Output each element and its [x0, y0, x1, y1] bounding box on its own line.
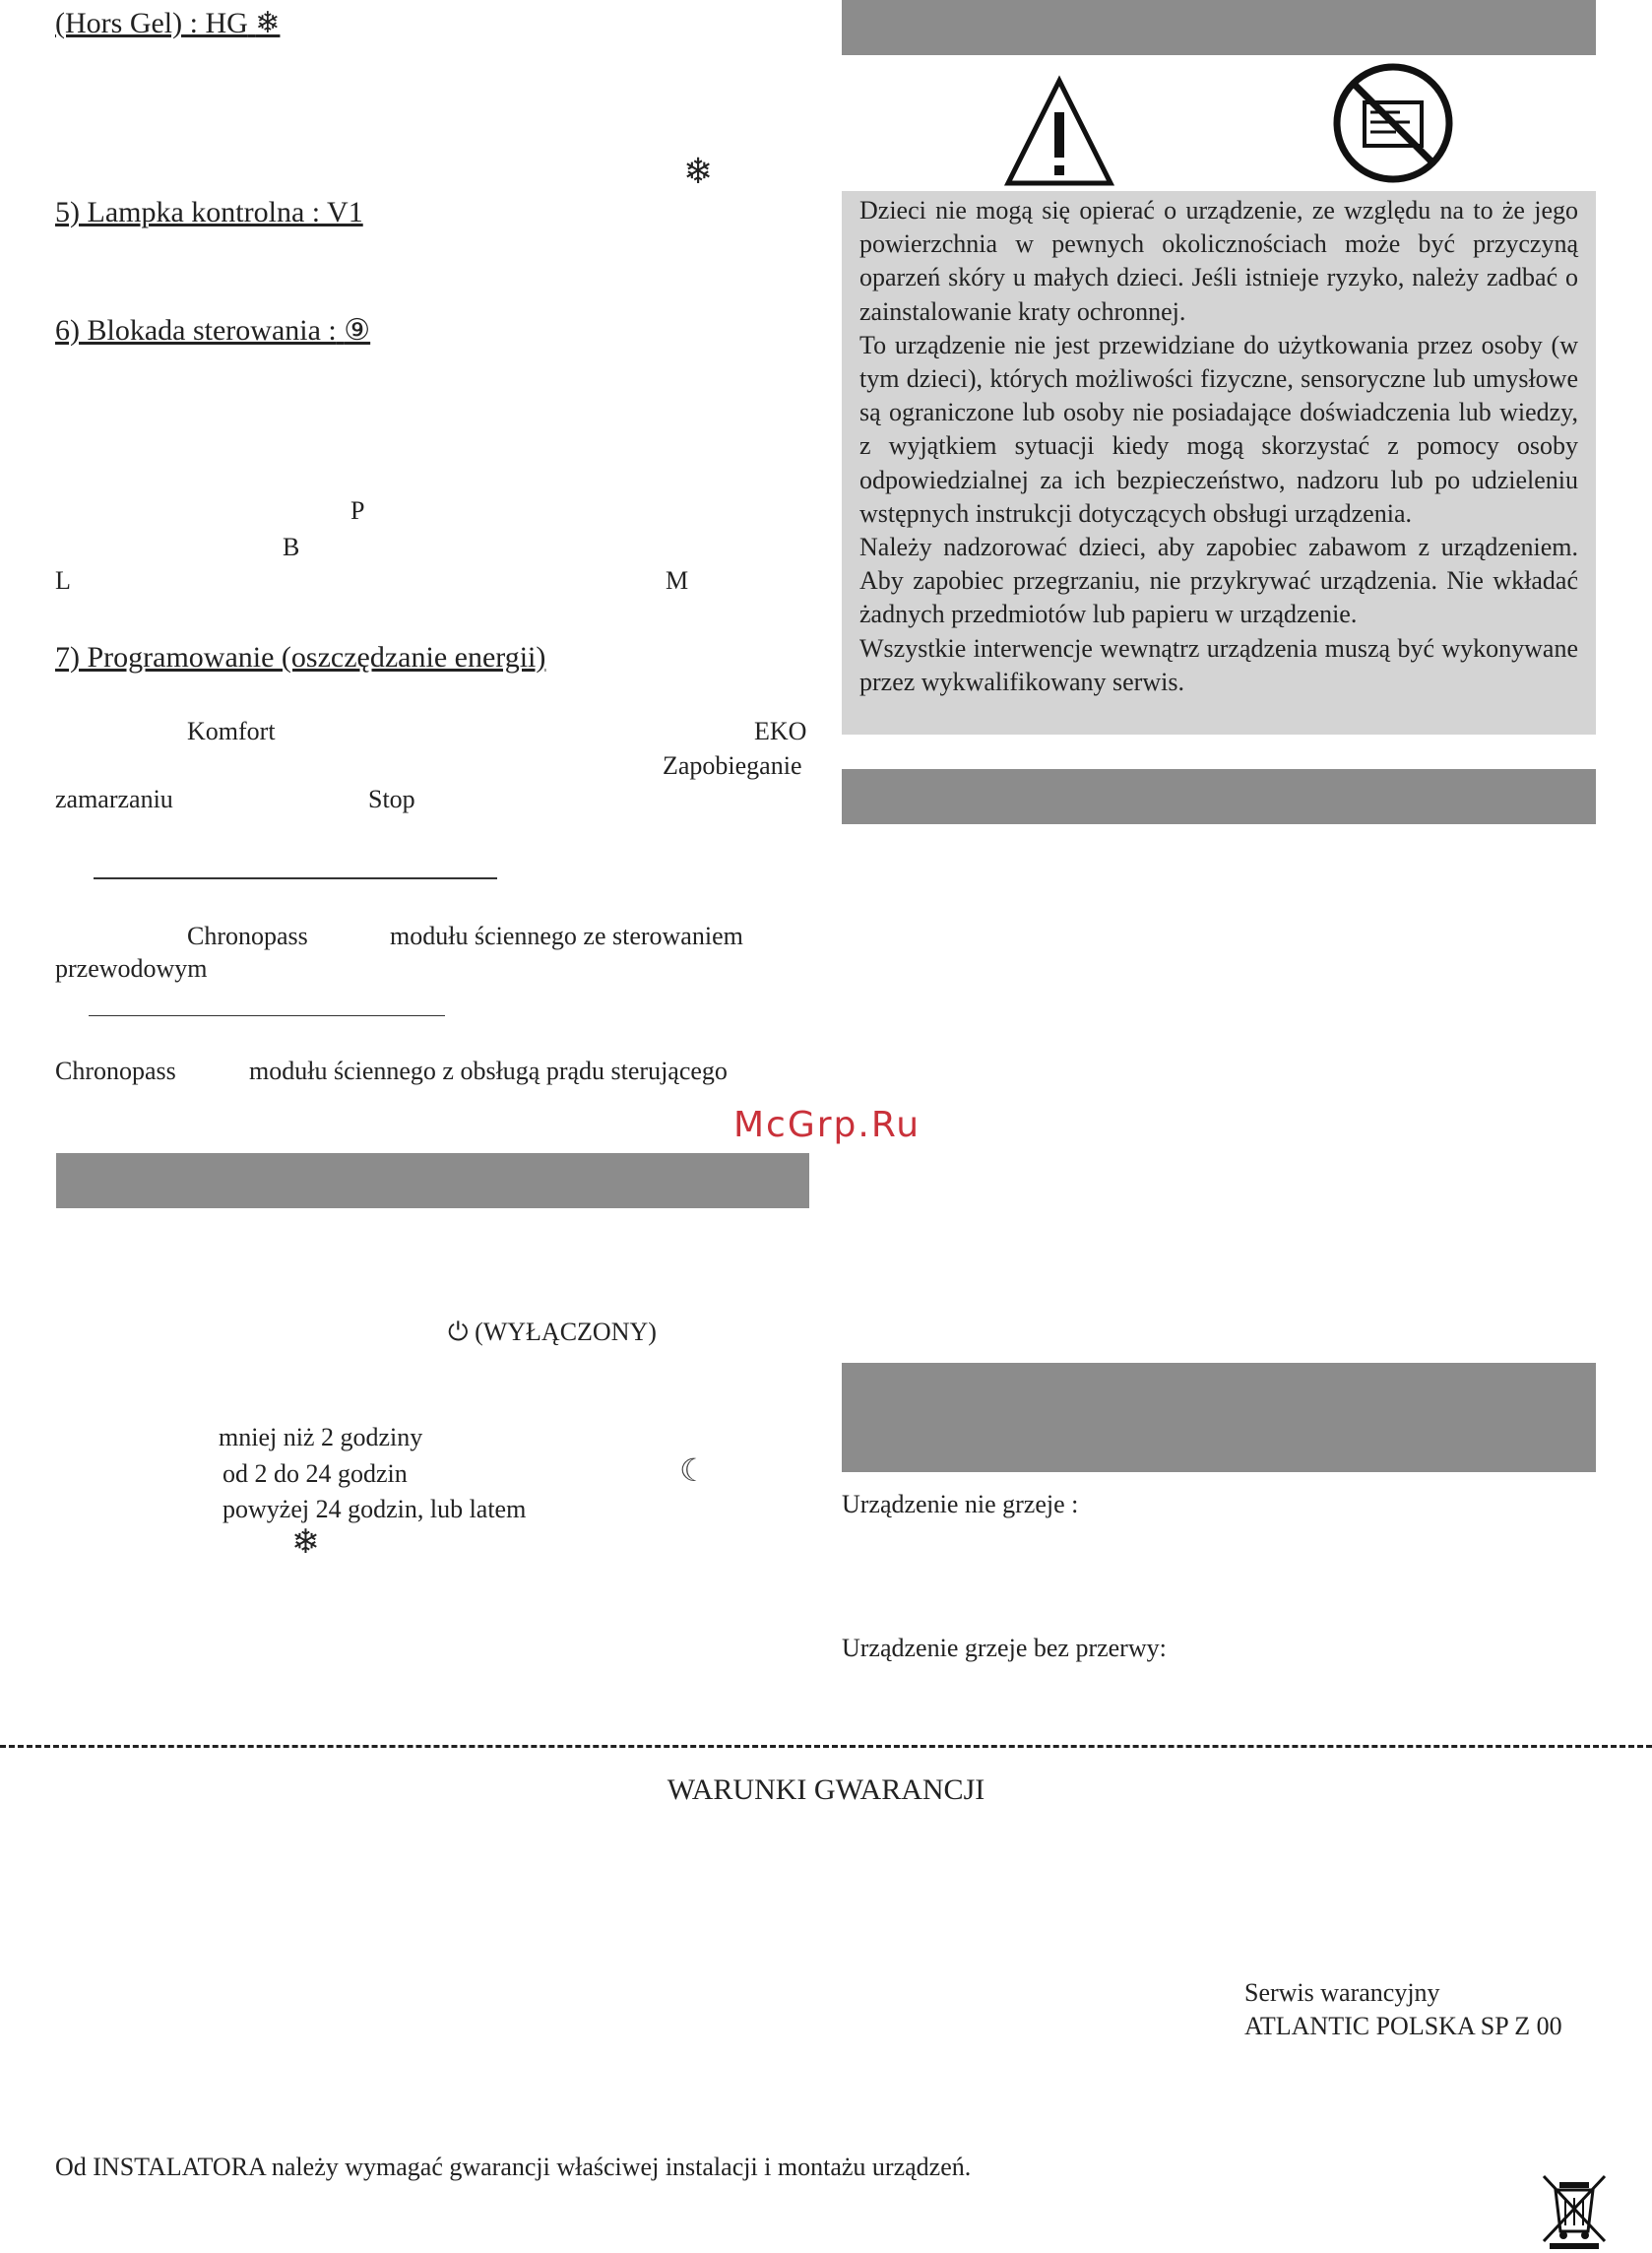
- do-not-cover-icon: [1331, 61, 1455, 185]
- eko-label: EKO: [754, 717, 807, 745]
- lock-heading: 6) Blokada sterowania : ⑨: [55, 313, 371, 348]
- safety-warning-box: [842, 191, 1596, 735]
- wired-module-text: modułu ściennego ze sterowaniem: [390, 922, 743, 950]
- chronopass-label: Chronopass: [187, 922, 308, 950]
- snowflake-icon: ❄: [255, 6, 281, 40]
- chronopass-label: Chronopass: [55, 1057, 176, 1085]
- warranty-service-label: Serwis warancyjny: [1244, 1978, 1440, 2007]
- lamp-heading: 5) Lampka kontrolna : V1: [55, 196, 363, 228]
- duration-less-2h: mniej niż 2 godziny: [219, 1423, 423, 1451]
- hors-gel-heading: (Hors Gel) : HG ❄: [55, 6, 281, 40]
- safety-paragraph: Dzieci nie mogą się opierać o urządzenie, ze względu na to że jego powierzchnia w pewnych okolicznościach może być przyczyną oparzeń skóry u małych dzieci. Jeśli istnieje ryzyko, należy zadbać o zainstalowanie kraty ochronnej.: [859, 196, 1578, 326]
- heats-nonstop-label: Urządzenie grzeje bez przerwy:: [842, 1634, 1167, 1662]
- section-header-bar: [842, 1363, 1596, 1472]
- komfort-label: Komfort: [187, 717, 276, 745]
- section-header-bar: [56, 1153, 809, 1208]
- warranty-title: WARUNKI GWARANCJI: [667, 1773, 985, 1806]
- safety-paragraph: Należy nadzorować dzieci, aby zapobiec zabawom z urządzeniem. Aby zapobiec przegrzaniu, nie przykrywać urządzenia. Nie wkładać żadnych przedmiotów lub papieru w urządzenie.: [859, 533, 1578, 629]
- zamarzaniu-label: zamarzaniu: [55, 785, 173, 813]
- safety-paragraph: Wszystkie interwencje wewnątrz urządzenia muszą być wykonywane przez wykwalifikowany serwis.: [859, 633, 1578, 696]
- underline-rule: [89, 1015, 445, 1016]
- programming-heading: 7) Programowanie (oszczędzanie energii): [55, 641, 546, 674]
- duration-over-24h: powyżej 24 godzin, lub latem: [222, 1495, 527, 1523]
- pilot-wire-text: modułu ściennego z obsługą prądu sterującego: [249, 1057, 728, 1085]
- power-icon: ⏻: [448, 1318, 469, 1347]
- weee-bin-icon: [1538, 2172, 1611, 2249]
- section-header-bar: [842, 0, 1596, 55]
- snowflake-icon: ❄: [291, 1522, 320, 1562]
- safety-paragraph: To urządzenie nie jest przewidziane do użytkowania przez osoby (w tym dzieci), których możliwości fizyczne, sensoryczne lub umysłowe są ograniczone lub osoby nie posiadające doświadczenia lub wiedzy, z wyjątkiem sytuacji kiedy mogą skorzystać z pomocy osoby odpowiedzialnej za ich bezpieczeństwo, nadzoru lub po udzieleniu wstępnych instrukcji dotyczących obsługi urządzenia.: [859, 330, 1578, 528]
- duration-2-24h: od 2 do 24 godzin: [222, 1459, 408, 1488]
- letter-p: P: [350, 496, 365, 525]
- zapobieganie-label: Zapobieganie: [663, 751, 802, 780]
- snowflake-icon: ❄: [683, 152, 714, 192]
- moon-icon: ☾: [679, 1451, 708, 1489]
- section-header-bar: [842, 769, 1596, 824]
- circled-nine-icon: ⑨: [344, 313, 371, 348]
- underline-rule: [94, 877, 497, 879]
- cut-line: [0, 1745, 1652, 1748]
- warning-triangle-icon: [1002, 75, 1116, 189]
- wired-module-text-cont: przewodowym: [55, 954, 208, 983]
- letter-b: B: [283, 533, 300, 561]
- stop-label: Stop: [368, 785, 415, 813]
- watermark: McGrp.Ru: [733, 1105, 921, 1145]
- letter-l: L: [55, 566, 71, 595]
- letter-m: M: [666, 566, 689, 595]
- warranty-company: ATLANTIC POLSKA SP Z 00: [1244, 2012, 1562, 2040]
- no-heat-label: Urządzenie nie grzeje :: [842, 1490, 1079, 1518]
- off-mode-label: ⏻ (WYŁĄCZONY): [448, 1318, 657, 1347]
- installer-note: Od INSTALATORA należy wymagać gwarancji właściwej instalacji i montażu urządzeń.: [55, 2153, 972, 2181]
